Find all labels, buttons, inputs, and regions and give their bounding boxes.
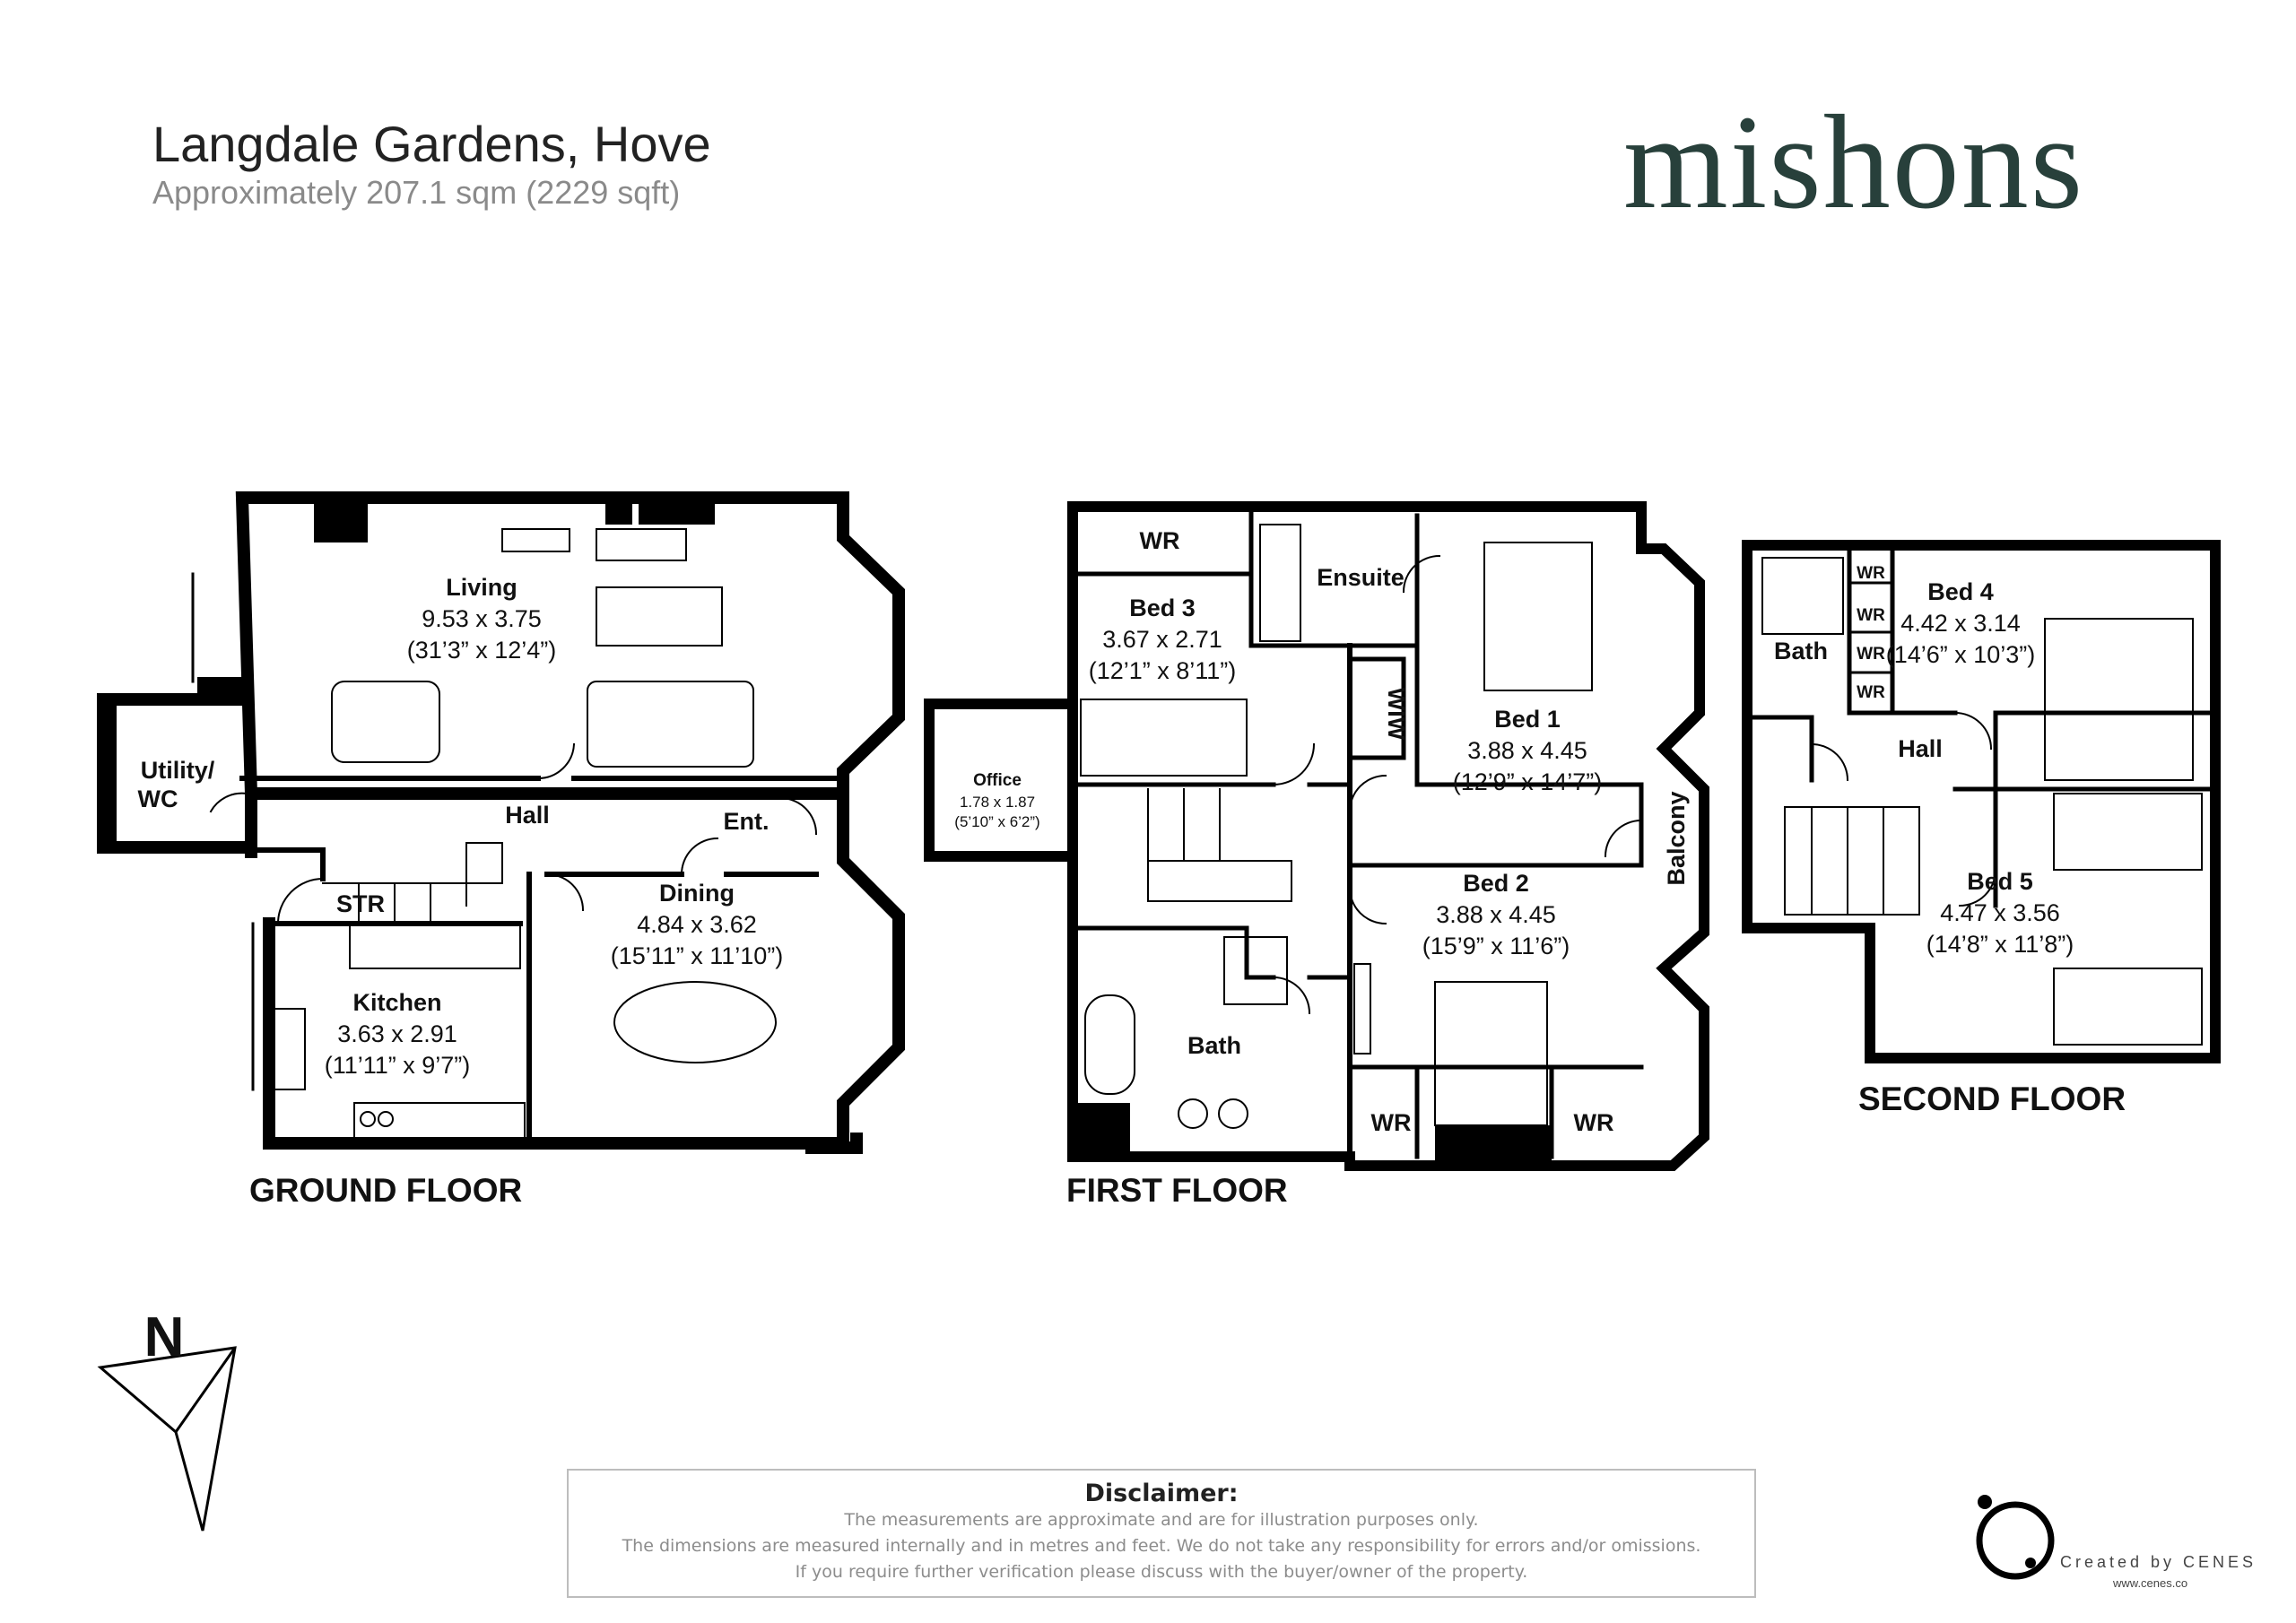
office-name: Office xyxy=(973,771,1022,790)
second-wr-1: WR xyxy=(1857,564,1885,583)
balcony-name: Balcony xyxy=(1663,791,1690,886)
entrance-name: Ent. xyxy=(723,808,770,835)
kitchen-imperial: (11’11” x 9’7”) xyxy=(324,1052,471,1079)
bed4-imperial: (14’6” x 10’3”) xyxy=(1885,641,2036,668)
second-wr-4: WR xyxy=(1857,683,1885,702)
property-title: Langdale Gardens, Hove xyxy=(152,116,711,172)
living-imperial: (31’3” x 12’4”) xyxy=(406,637,557,664)
ensuite-name: Ensuite xyxy=(1317,564,1405,591)
dining-imperial: (15’11” x 11’10”) xyxy=(610,942,784,969)
bed1-name: Bed 1 xyxy=(1494,706,1561,733)
second-bath-name: Bath xyxy=(1774,638,1828,664)
bed4-metric: 4.42 x 3.14 xyxy=(1900,610,2021,637)
bed2-name: Bed 2 xyxy=(1463,870,1529,897)
utility-name-wc: WC xyxy=(137,785,178,812)
office-metric: 1.78 x 1.87 xyxy=(959,794,1036,811)
kitchen-name: Kitchen xyxy=(352,989,442,1016)
credit-url: www.cenes.co xyxy=(2113,1576,2188,1590)
bed5-imperial: (14’8” x 11’8”) xyxy=(1926,931,2074,958)
bed3-name: Bed 3 xyxy=(1129,595,1196,621)
storage-name: STR xyxy=(336,890,385,917)
first-wr-top: WR xyxy=(1139,527,1180,554)
disclaimer-line-3: If you require further verification please discuss with the buyer/owner of the property. xyxy=(795,1562,1528,1582)
hall-name: Hall xyxy=(505,802,550,829)
bed1-metric: 3.88 x 4.45 xyxy=(1467,737,1587,764)
first-floor-label: FIRST FLOOR xyxy=(1066,1172,1288,1209)
first-floor-plan xyxy=(929,507,1704,1166)
second-hall-name: Hall xyxy=(1898,735,1943,762)
ground-floor-label: GROUND FLOOR xyxy=(249,1172,523,1209)
disclaimer-box xyxy=(567,1469,1756,1598)
bed1-imperial: (12’9” x 14’7”) xyxy=(1452,768,1603,795)
wiw-name: WIW xyxy=(1383,687,1410,741)
bed2-metric: 3.88 x 4.45 xyxy=(1436,901,1556,928)
bed3-imperial: (12’1” x 8’11”) xyxy=(1088,657,1237,684)
second-floor-label: SECOND FLOOR xyxy=(1858,1081,2126,1117)
disclaimer-title: Disclaimer: xyxy=(1084,1480,1239,1507)
cenes-logo-icon xyxy=(1978,1495,2051,1576)
north-arrow-icon xyxy=(100,1348,235,1531)
compass-label: N xyxy=(144,1306,185,1368)
disclaimer-line-2: The dimensions are measured internally and in metres and feet. We do not take any responsibility for errors and/or omissions. xyxy=(622,1536,1701,1556)
dining-name: Dining xyxy=(659,880,735,907)
kitchen-metric: 3.63 x 2.91 xyxy=(337,1020,457,1047)
second-wr-2: WR xyxy=(1857,606,1885,625)
office-imperial: (5’10” x 6’2”) xyxy=(954,813,1040,830)
first-wr-left: WR xyxy=(1370,1109,1412,1136)
bed3-metric: 3.67 x 2.71 xyxy=(1102,626,1222,653)
property-area: Approximately 207.1 sqm (2229 sqft) xyxy=(152,174,681,211)
dining-metric: 4.84 x 3.62 xyxy=(637,911,757,938)
first-wr-right: WR xyxy=(1573,1109,1614,1136)
disclaimer-line-1: The measurements are approximate and are for illustration purposes only. xyxy=(844,1510,1479,1530)
bed2-imperial: (15’9” x 11’6”) xyxy=(1422,933,1570,959)
second-wr-3: WR xyxy=(1857,645,1885,664)
brand-logo: mishons xyxy=(1623,88,2085,237)
living-name: Living xyxy=(446,574,517,601)
bed4-name: Bed 4 xyxy=(1927,578,1994,605)
first-bath-name: Bath xyxy=(1187,1032,1241,1059)
credit-text: Created by CENES xyxy=(2060,1553,2257,1571)
bed5-metric: 4.47 x 3.56 xyxy=(1940,899,2060,926)
living-metric: 9.53 x 3.75 xyxy=(422,605,542,632)
bed5-name: Bed 5 xyxy=(1967,868,2033,895)
utility-name: Utility/ xyxy=(140,757,215,784)
